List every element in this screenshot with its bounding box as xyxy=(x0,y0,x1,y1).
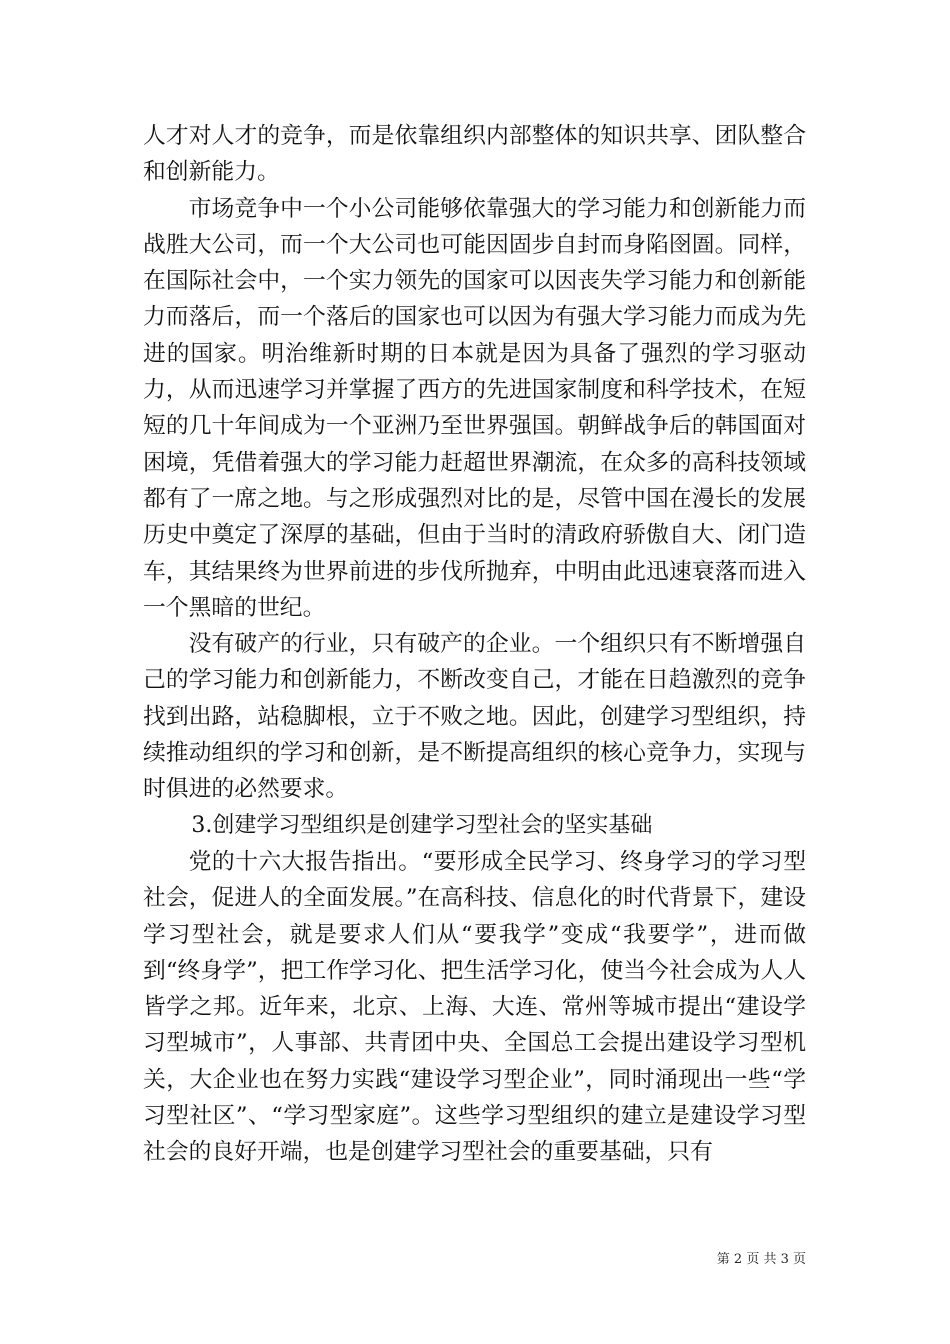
paragraph-no-bankrupt-industry: 没有破产的行业，只有破产的企业。一个组织只有不断增强自己的学习能力和创新能力，不断改变自己，才能在日趋激烈的竞争找到出路，站稳脚根，立于不败之地。因此，创建学习型组织，持续推动组织的学习和创新，是不断提高组织的核心竞争力，实现与时俱进的必然要求。 xyxy=(143,631,806,803)
paragraph-sixteenth-congress: 党的十六大报告指出。“要形成全民学习、终身学习的学习型社会，促进人的全面发展。”在高科技、信息化的时代背景下，建设学习型社会，就是要求人们从“要我学”变成“我要学”，进而做到“终身学”，把工作学习化、把生活学习化，使当今社会成为人人皆学之邦。近年来，北京、上海、大连、常州等城市提出“建设学习型城市”，人事部、共青团中央、全国总工会提出建设学习型机关，大企业也在努力实践“建设学习型企业”，同时涌现出一些“学习型社区”、“学习型家庭”。这些学习型组织的建立是建设学习型社会的良好开端，也是创建学习型社会的重要基础，只有 xyxy=(143,848,806,1166)
document-body xyxy=(143,118,806,1171)
paragraph-continuation: 人才对人才的竞争，而是依靠组织内部整体的知识共享、团队整合和创新能力。 xyxy=(143,123,806,186)
paragraph-market-competition: 市场竞争中一个小公司能够依靠强大的学习能力和创新能力而战胜大公司，而一个大公司也可能因固步自封而身陷囹圄。同样，在国际社会中，一个实力领先的国家可以因丧失学习能力和创新能力而落后，而一个落后的国家也可以因为有强大学习能力而成为先进的国家。明治维新时期的日本就是因为具备了强烈的学习驱动力，从而迅速学习并掌握了西方的先进国家制度和科学技术，在短短的几十年间成为一个亚洲乃至世界强国。朝鲜战争后的韩国面对困境，凭借着强大的学习能力赶超世界潮流，在众多的高科技领域都有了一席之地。与之形成强烈对比的是，尽管中国在漫长的发展历史中奠定了深厚的基础，但由于当时的清政府骄傲自大、闭门造车，其结果终为世界前进的步伐所抛弃，中明由此迅速衰落而进入一个黑暗的世纪。 xyxy=(143,195,806,621)
page-number-footer: 第 2 页 共 3 页 xyxy=(716,1252,806,1267)
section-heading: 3.创建学习型组织是创建学习型社会的坚实基础 xyxy=(191,812,653,838)
